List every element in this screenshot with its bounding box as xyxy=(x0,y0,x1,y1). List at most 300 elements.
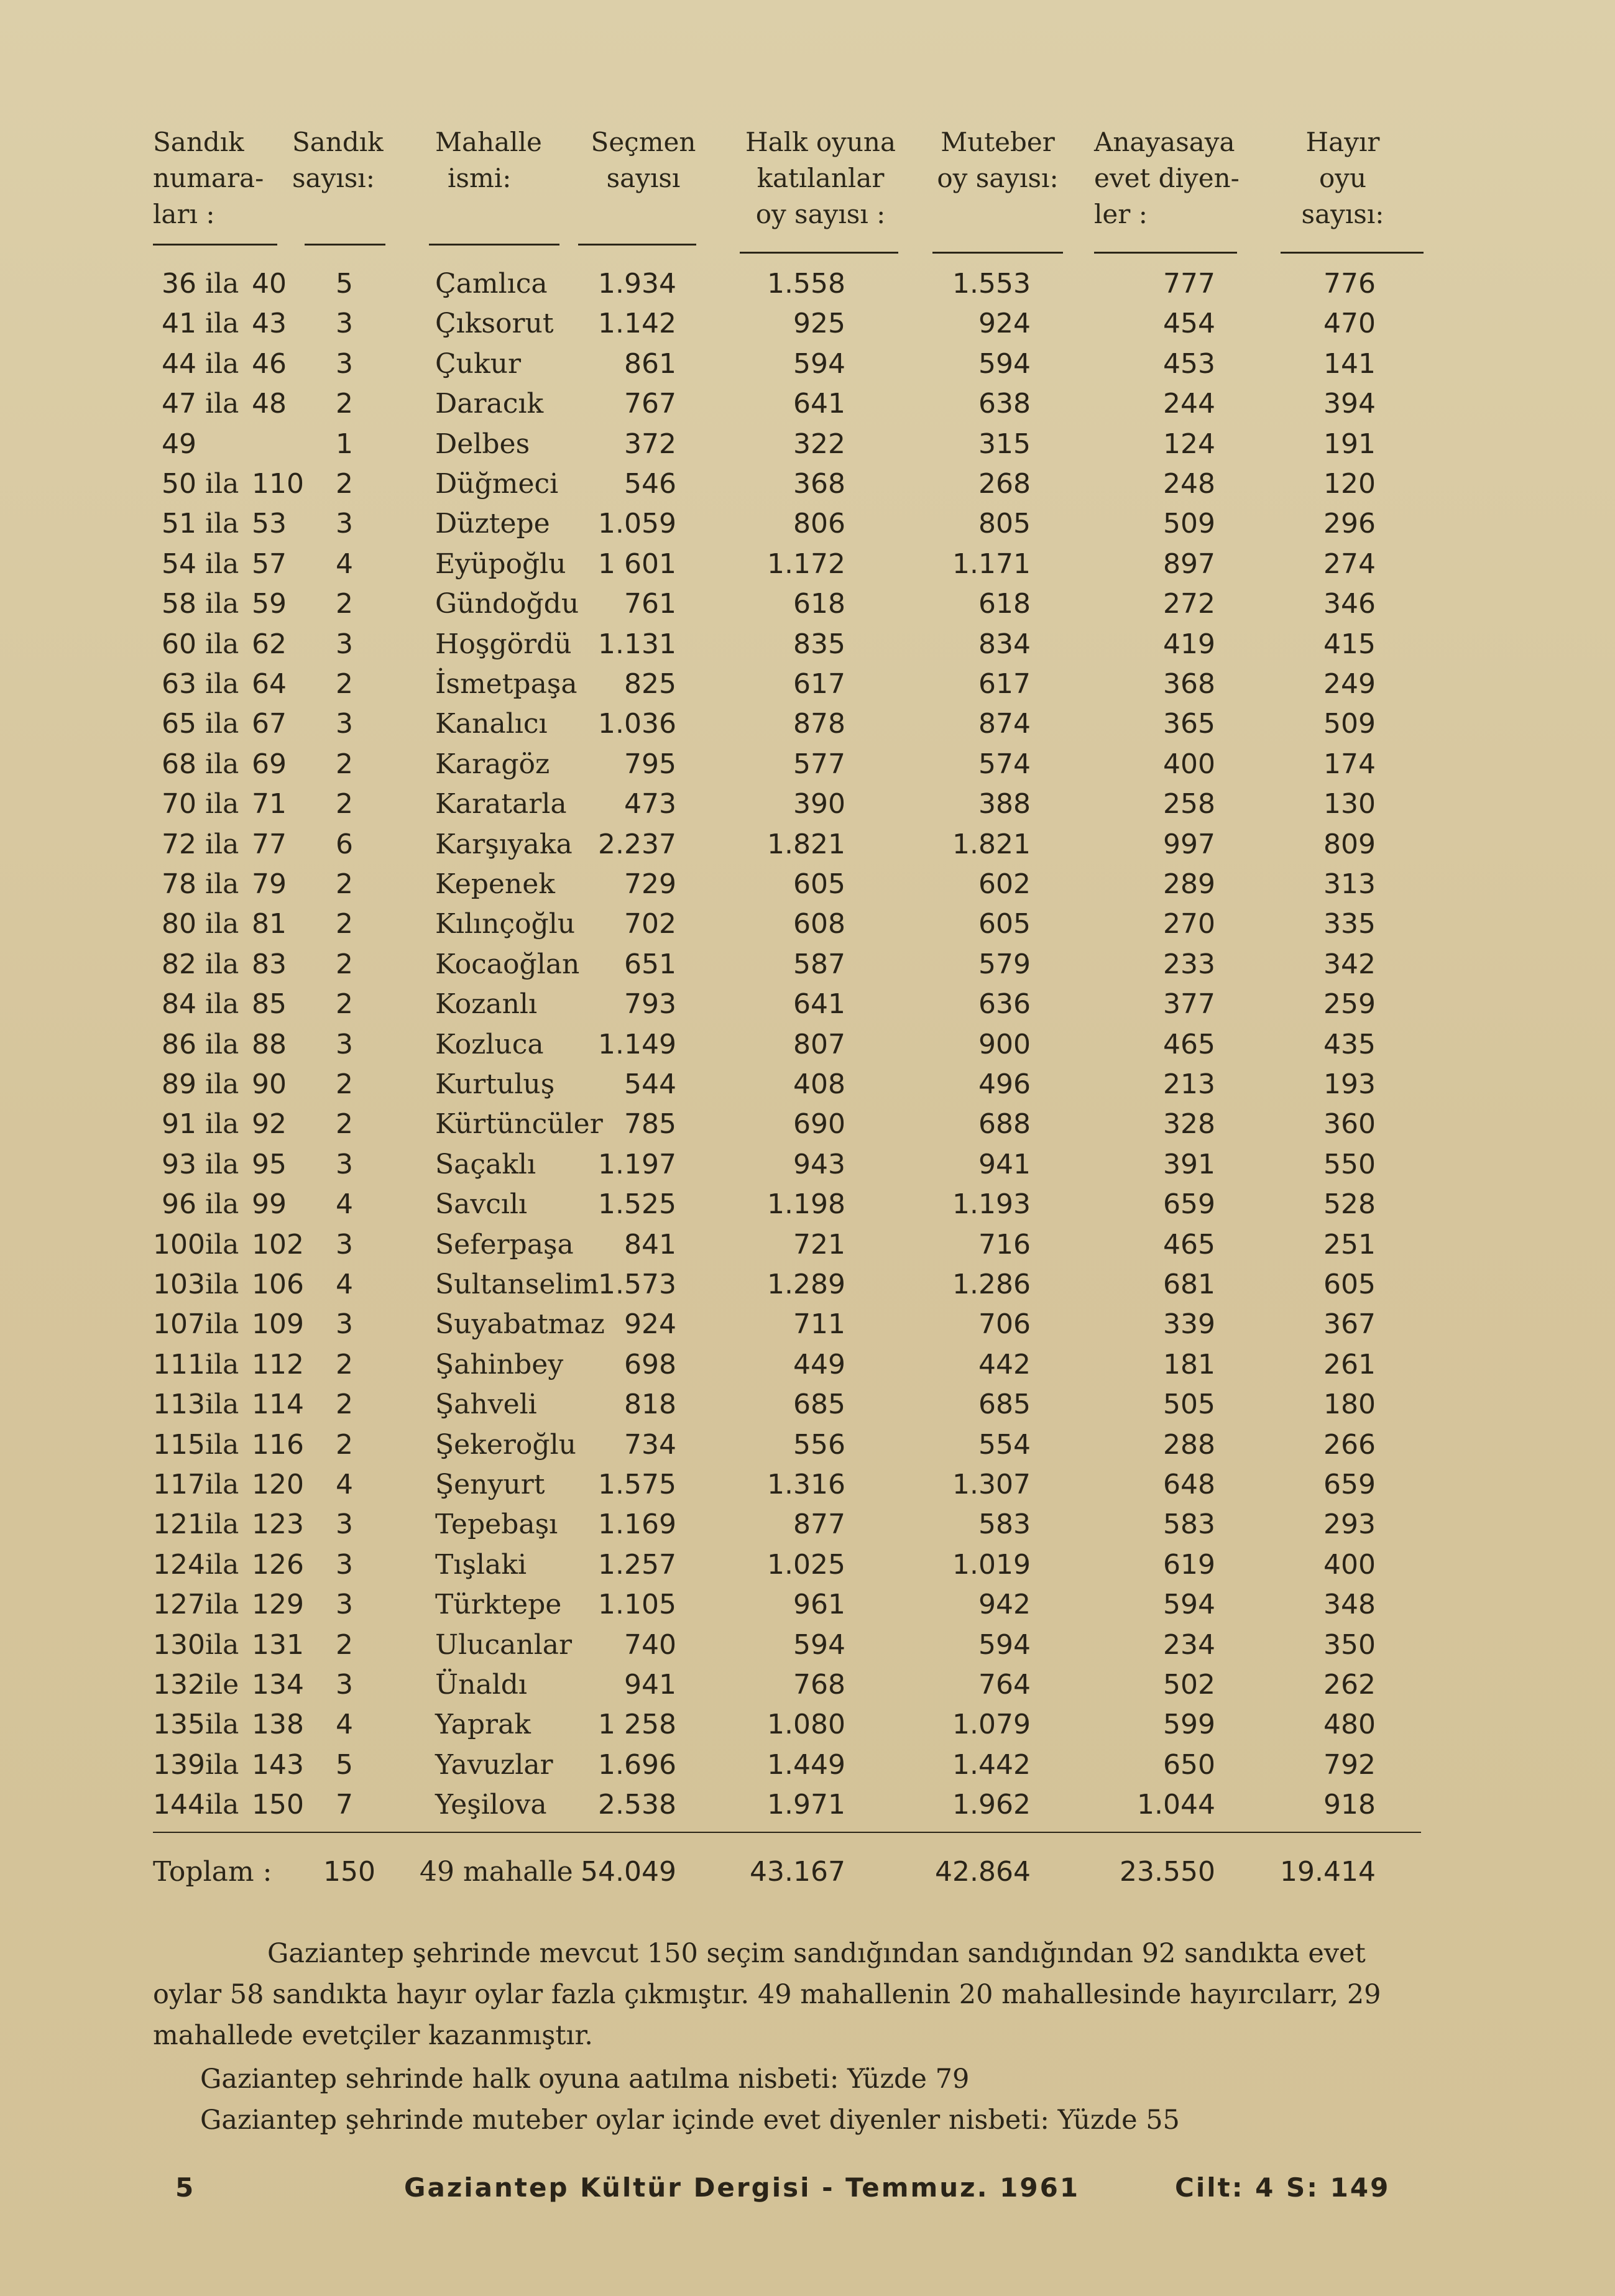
hayir-count: 193 xyxy=(1323,1068,1376,1100)
table-row xyxy=(0,384,1615,424)
header-underline xyxy=(429,244,559,246)
muteber-count: 900 xyxy=(978,1028,1031,1060)
sandik-sep: ila xyxy=(205,1789,239,1821)
katilan-count: 711 xyxy=(793,1308,845,1341)
sandik-from: 113 xyxy=(153,1389,205,1421)
sandik-from: 50 xyxy=(162,468,196,500)
sandik-count: 3 xyxy=(336,308,353,340)
header-line: sayısı: xyxy=(1301,199,1384,229)
sandik-to: 129 xyxy=(252,1589,304,1621)
page-number: 5 xyxy=(175,2172,196,2203)
sandik-sep: ila xyxy=(205,1628,239,1661)
sandik-count: 3 xyxy=(336,1508,353,1541)
sandik-count: 1 xyxy=(336,428,353,460)
muteber-count: 874 xyxy=(978,708,1031,740)
secmen-count: 1.131 xyxy=(598,628,676,660)
totals-count: 150 xyxy=(323,1856,375,1888)
summary-paragraph-line: Gaziantep şehrinde mevcut 150 seçim sandığından sandığından 92 sandıkta evet xyxy=(267,1938,1366,1969)
sandik-sep: ila xyxy=(205,1348,239,1380)
sandik-from: 107 xyxy=(153,1308,205,1341)
mahalle-name: Düğmeci xyxy=(435,468,559,500)
sandik-count: 4 xyxy=(336,1709,353,1741)
muteber-count: 583 xyxy=(978,1508,1031,1541)
katilan-count: 556 xyxy=(793,1428,845,1461)
katilan-count: 806 xyxy=(793,508,845,540)
header-line: Mahalle xyxy=(435,127,542,157)
secmen-count: 1.575 xyxy=(598,1469,676,1500)
secmen-count: 1.105 xyxy=(598,1589,676,1621)
evet-count: 509 xyxy=(1163,508,1215,540)
secmen-count: 1 258 xyxy=(598,1709,676,1741)
sandik-count: 3 xyxy=(336,708,353,740)
sandik-count: 2 xyxy=(336,588,353,620)
secmen-count: 546 xyxy=(624,468,676,500)
sandik-count: 2 xyxy=(336,388,353,420)
sandik-sep: ila xyxy=(205,1068,239,1100)
sandik-from: 49 xyxy=(162,428,196,460)
muteber-count: 554 xyxy=(978,1428,1031,1461)
table-row xyxy=(0,425,1615,464)
sandik-sep: ila xyxy=(205,668,239,700)
muteber-count: 602 xyxy=(978,868,1031,900)
secmen-count: 818 xyxy=(624,1389,676,1421)
evet-count: 328 xyxy=(1163,1108,1215,1141)
table-row xyxy=(0,1705,1615,1745)
sandik-to: 109 xyxy=(252,1308,304,1341)
hayir-count: 313 xyxy=(1323,868,1376,900)
hayir-count: 342 xyxy=(1323,948,1376,980)
secmen-count: 651 xyxy=(624,948,676,980)
katilan-count: 690 xyxy=(793,1108,845,1141)
sandik-sep: ila xyxy=(205,1589,239,1621)
header-line: katılanlar xyxy=(757,163,885,193)
hayir-count: 191 xyxy=(1323,428,1376,460)
muteber-count: 574 xyxy=(978,748,1031,780)
secmen-count: 825 xyxy=(624,668,676,700)
totals-divider xyxy=(153,1832,1421,1833)
hayir-count: 261 xyxy=(1323,1348,1376,1380)
muteber-count: 1.079 xyxy=(952,1709,1031,1741)
sandik-sep: ila xyxy=(205,1548,239,1581)
mahalle-name: Yaprak xyxy=(435,1709,531,1741)
katilan-count: 605 xyxy=(793,868,845,900)
sandik-from: 60 xyxy=(162,628,196,660)
mahalle-name: Ulucanlar xyxy=(435,1628,573,1661)
muteber-count: 594 xyxy=(978,347,1031,380)
hayir-count: 293 xyxy=(1323,1508,1376,1541)
sandik-sep: ila xyxy=(205,1428,239,1461)
katilan-count: 617 xyxy=(793,668,845,700)
sandik-count: 3 xyxy=(336,1548,353,1581)
mahalle-name: Şekeroğlu xyxy=(435,1428,576,1461)
muteber-count: 579 xyxy=(978,948,1031,980)
hayir-count: 509 xyxy=(1323,708,1376,740)
katilan-count: 685 xyxy=(793,1389,845,1421)
table-row xyxy=(0,1145,1615,1185)
mahalle-name: Kepenek xyxy=(435,868,555,900)
katilan-count: 1.198 xyxy=(767,1188,845,1221)
sandik-to: 46 xyxy=(252,347,287,380)
evet-count: 648 xyxy=(1163,1469,1215,1500)
evet-count: 659 xyxy=(1163,1188,1215,1221)
katilan-count: 768 xyxy=(793,1669,845,1701)
muteber-count: 496 xyxy=(978,1068,1031,1100)
sandik-from: 63 xyxy=(162,668,196,700)
muteber-count: 805 xyxy=(978,508,1031,540)
muteber-count: 1.171 xyxy=(952,548,1031,580)
sandik-sep: ila xyxy=(205,828,239,860)
secmen-count: 1.257 xyxy=(598,1548,676,1581)
totals-katilan: 43.167 xyxy=(750,1856,845,1888)
muteber-count: 1.193 xyxy=(952,1188,1031,1221)
mahalle-name: Çıksorut xyxy=(435,308,554,340)
table-row xyxy=(0,1265,1615,1305)
evet-count: 1.044 xyxy=(1137,1789,1215,1821)
sandik-from: 54 xyxy=(162,548,196,580)
muteber-count: 706 xyxy=(978,1308,1031,1341)
secmen-count: 1.059 xyxy=(598,508,676,540)
sandik-to: 90 xyxy=(252,1068,287,1100)
katilan-count: 721 xyxy=(793,1228,845,1261)
header-line: sayısı: xyxy=(292,163,375,193)
muteber-count: 716 xyxy=(978,1228,1031,1261)
sandik-to: 88 xyxy=(252,1028,287,1060)
evet-count: 505 xyxy=(1163,1389,1215,1421)
sandik-count: 2 xyxy=(336,788,353,820)
evet-count: 465 xyxy=(1163,1228,1215,1261)
header-secmen-sayisi xyxy=(578,124,709,196)
evet-count: 777 xyxy=(1163,268,1215,300)
sandik-count: 3 xyxy=(336,1308,353,1341)
sandik-count: 4 xyxy=(336,1188,353,1221)
evet-count: 897 xyxy=(1163,548,1215,580)
katilan-count: 807 xyxy=(793,1028,845,1060)
mahalle-name: Tışlaki xyxy=(435,1548,527,1581)
sandik-count: 2 xyxy=(336,988,353,1021)
sandik-sep: ila xyxy=(205,1148,239,1180)
sandik-count: 5 xyxy=(336,268,353,300)
table-row xyxy=(0,1385,1615,1425)
hayir-count: 350 xyxy=(1323,1628,1376,1661)
sandik-sep: ile xyxy=(205,1669,239,1701)
sandik-from: 44 xyxy=(162,347,196,380)
sandik-sep: ila xyxy=(205,1389,239,1421)
secmen-count: 841 xyxy=(624,1228,676,1261)
hayir-count: 528 xyxy=(1323,1188,1376,1221)
evet-count: 289 xyxy=(1163,868,1215,900)
table-row xyxy=(0,1505,1615,1545)
journal-title: Gaziantep Kültür Dergisi - Temmuz. 1961 xyxy=(404,2172,1080,2203)
sandik-to: 131 xyxy=(252,1628,304,1661)
sandik-to: 95 xyxy=(252,1148,287,1180)
header-line: Anayasaya xyxy=(1094,127,1235,157)
sandik-from: 84 xyxy=(162,988,196,1021)
muteber-count: 1.821 xyxy=(952,828,1031,860)
sandik-sep: ila xyxy=(205,1108,239,1141)
header-anayasaya-evet xyxy=(1094,124,1240,232)
evet-count: 339 xyxy=(1163,1308,1215,1341)
header-line: oy sayısı : xyxy=(755,199,886,229)
secmen-count: 1.169 xyxy=(598,1508,676,1541)
header-line: sayısı xyxy=(606,163,681,193)
evet-count: 453 xyxy=(1163,347,1215,380)
mahalle-name: Karşıyaka xyxy=(435,828,573,860)
table-row xyxy=(0,1025,1615,1065)
muteber-count: 1.019 xyxy=(952,1548,1031,1581)
sandik-from: 72 xyxy=(162,828,196,860)
mahalle-name: Kurtuluş xyxy=(435,1068,555,1100)
katilan-count: 877 xyxy=(793,1508,845,1541)
muteber-count: 834 xyxy=(978,628,1031,660)
table-row xyxy=(0,1545,1615,1585)
sandik-to: 62 xyxy=(252,628,287,660)
hayir-count: 174 xyxy=(1323,748,1376,780)
header-underline xyxy=(740,252,898,254)
secmen-count: 1.036 xyxy=(598,708,676,740)
evet-count: 248 xyxy=(1163,468,1215,500)
hayir-count: 335 xyxy=(1323,908,1376,940)
sandik-to: 48 xyxy=(252,388,287,420)
muteber-count: 764 xyxy=(978,1669,1031,1701)
sandik-to: 59 xyxy=(252,588,287,620)
secmen-count: 767 xyxy=(624,388,676,420)
table-row xyxy=(0,584,1615,624)
katilan-count: 1.289 xyxy=(767,1269,845,1300)
sandik-from: 36 xyxy=(162,268,196,300)
evet-count: 400 xyxy=(1163,748,1215,780)
evet-count: 599 xyxy=(1163,1709,1215,1741)
sandik-sep: ila xyxy=(205,1308,239,1341)
header-line: Sandık xyxy=(292,127,384,157)
katilan-count: 1.025 xyxy=(767,1548,845,1581)
sandik-to: 106 xyxy=(252,1269,304,1300)
evet-count: 270 xyxy=(1163,908,1215,940)
sandik-count: 5 xyxy=(336,1748,353,1781)
sandik-sep: ila xyxy=(205,868,239,900)
header-sandik-sayisi xyxy=(292,124,384,196)
hayir-count: 266 xyxy=(1323,1428,1376,1461)
table-row xyxy=(0,1065,1615,1104)
sandik-count: 2 xyxy=(336,1068,353,1100)
sandik-from: 96 xyxy=(162,1188,196,1221)
header-line: Muteber xyxy=(941,127,1055,157)
sandik-sep: ila xyxy=(205,588,239,620)
muteber-count: 1.307 xyxy=(952,1469,1031,1500)
sandik-from: 65 xyxy=(162,708,196,740)
sandik-to: 67 xyxy=(252,708,287,740)
sandik-to: 112 xyxy=(252,1348,304,1380)
sandik-from: 51 xyxy=(162,508,196,540)
hayir-count: 180 xyxy=(1323,1389,1376,1421)
hayir-count: 480 xyxy=(1323,1709,1376,1741)
header-sandik-numaralari xyxy=(153,124,264,232)
evet-count: 258 xyxy=(1163,788,1215,820)
sandik-from: 80 xyxy=(162,908,196,940)
sandik-to: 114 xyxy=(252,1389,304,1421)
sandik-from: 70 xyxy=(162,788,196,820)
hayir-count: 470 xyxy=(1323,308,1376,340)
mahalle-name: Tepebaşı xyxy=(435,1508,558,1541)
mahalle-name: Şahveli xyxy=(435,1389,537,1421)
sandik-to: 99 xyxy=(252,1188,287,1221)
sandik-sep: ila xyxy=(205,1228,239,1261)
sandik-to: 71 xyxy=(252,788,287,820)
header-line: ları : xyxy=(153,199,215,229)
evet-count: 619 xyxy=(1163,1548,1215,1581)
muteber-count: 942 xyxy=(978,1589,1031,1621)
secmen-count: 473 xyxy=(624,788,676,820)
secmen-count: 729 xyxy=(624,868,676,900)
katilan-count: 594 xyxy=(793,1628,845,1661)
mahalle-name: Türktepe xyxy=(435,1589,562,1621)
sandik-count: 3 xyxy=(336,628,353,660)
table-row xyxy=(0,1225,1615,1265)
secmen-count: 2.237 xyxy=(598,828,676,860)
secmen-count: 793 xyxy=(624,988,676,1021)
sandik-to: 79 xyxy=(252,868,287,900)
katilan-count: 618 xyxy=(793,588,845,620)
sandik-sep: ila xyxy=(205,268,239,300)
table-row xyxy=(0,985,1615,1024)
table-row xyxy=(0,1104,1615,1144)
table-row xyxy=(0,304,1615,344)
totals-label: Toplam : xyxy=(153,1856,272,1888)
sandik-count: 7 xyxy=(336,1789,353,1821)
sandik-sep: ila xyxy=(205,548,239,580)
header-line: Hayır oyu xyxy=(1305,127,1380,193)
sandik-count: 2 xyxy=(336,868,353,900)
mahalle-name: Gündoğdu xyxy=(435,588,579,620)
sandik-count: 2 xyxy=(336,1108,353,1141)
evet-count: 233 xyxy=(1163,948,1215,980)
sandik-sep: ila xyxy=(205,308,239,340)
secmen-count: 1.573 xyxy=(598,1269,676,1300)
hayir-count: 274 xyxy=(1323,548,1376,580)
hayir-count: 809 xyxy=(1323,828,1376,860)
muteber-count: 688 xyxy=(978,1108,1031,1141)
evet-count: 650 xyxy=(1163,1748,1215,1781)
totals-hayir: 19.414 xyxy=(1280,1856,1376,1888)
katilan-count: 449 xyxy=(793,1348,845,1380)
header-line: oy sayısı: xyxy=(937,163,1059,193)
secmen-count: 702 xyxy=(624,908,676,940)
sandik-sep: ila xyxy=(205,1028,239,1060)
sandik-sep: ila xyxy=(205,948,239,980)
sandik-from: 115 xyxy=(153,1428,205,1461)
table-row xyxy=(0,504,1615,544)
sandik-from: 144 xyxy=(153,1789,205,1821)
sandik-sep: ila xyxy=(205,388,239,420)
katilan-count: 594 xyxy=(793,347,845,380)
mahalle-name: Çukur xyxy=(435,347,522,380)
sandik-sep: ila xyxy=(205,708,239,740)
sandik-count: 3 xyxy=(336,1028,353,1060)
muteber-count: 924 xyxy=(978,308,1031,340)
table-row xyxy=(0,544,1615,584)
sandik-sep: ila xyxy=(205,468,239,500)
hayir-count: 605 xyxy=(1323,1269,1376,1300)
evet-count: 465 xyxy=(1163,1028,1215,1060)
sandik-count: 3 xyxy=(336,1589,353,1621)
sandik-sep: ila xyxy=(205,908,239,940)
muteber-count: 618 xyxy=(978,588,1031,620)
sandik-sep: ila xyxy=(205,748,239,780)
hayir-count: 367 xyxy=(1323,1308,1376,1341)
muteber-count: 941 xyxy=(978,1148,1031,1180)
sandik-count: 2 xyxy=(336,1348,353,1380)
muteber-count: 685 xyxy=(978,1389,1031,1421)
muteber-count: 1.553 xyxy=(952,268,1031,300)
sandik-from: 135 xyxy=(153,1709,205,1741)
secmen-count: 1 601 xyxy=(598,548,676,580)
sandik-to: 64 xyxy=(252,668,287,700)
muteber-count: 315 xyxy=(978,428,1031,460)
mahalle-name: Karatarla xyxy=(435,788,567,820)
table-row xyxy=(0,865,1615,904)
hayir-count: 360 xyxy=(1323,1108,1376,1141)
sandik-from: 100 xyxy=(153,1228,205,1261)
sandik-to: 123 xyxy=(252,1508,304,1541)
secmen-count: 1.934 xyxy=(598,268,676,300)
sandik-count: 2 xyxy=(336,468,353,500)
table-row xyxy=(0,945,1615,985)
totals-evet: 23.550 xyxy=(1120,1856,1215,1888)
sandik-to: 81 xyxy=(252,908,287,940)
evet-count: 377 xyxy=(1163,988,1215,1021)
sandik-sep: ila xyxy=(205,1188,239,1221)
secmen-count: 785 xyxy=(624,1108,676,1141)
sandik-to: 102 xyxy=(252,1228,304,1261)
mahalle-name: Kanalıcı xyxy=(435,708,548,740)
totals-secmen: 54.049 xyxy=(581,1856,676,1888)
sandik-to: 40 xyxy=(252,268,287,300)
katilan-count: 587 xyxy=(793,948,845,980)
sandik-to: 85 xyxy=(252,988,287,1021)
mahalle-name: Saçaklı xyxy=(435,1148,536,1180)
sandik-from: 127 xyxy=(153,1589,205,1621)
header-underline xyxy=(932,252,1063,254)
sandik-from: 111 xyxy=(153,1348,205,1380)
sandik-count: 3 xyxy=(336,1669,353,1701)
katilan-count: 835 xyxy=(793,628,845,660)
mahalle-name: Eyüpoğlu xyxy=(435,548,566,580)
sandik-count: 6 xyxy=(336,828,353,860)
mahalle-name: Düztepe xyxy=(435,508,550,540)
participation-ratio: Gaziantep sehrinde halk oyuna aatılma nisbeti: Yüzde 79 xyxy=(200,2064,970,2095)
header-halkoyuna-katilanlar xyxy=(740,124,901,232)
table-row xyxy=(0,1425,1615,1465)
table-row xyxy=(0,1185,1615,1224)
secmen-count: 861 xyxy=(624,347,676,380)
secmen-count: 734 xyxy=(624,1428,676,1461)
mahalle-name: Kozanlı xyxy=(435,988,538,1021)
table-row xyxy=(0,704,1615,744)
mahalle-name: İsmetpaşa xyxy=(435,668,577,700)
katilan-count: 1.971 xyxy=(767,1789,845,1821)
sandik-to: 120 xyxy=(252,1469,304,1500)
sandik-count: 2 xyxy=(336,1428,353,1461)
sandik-count: 4 xyxy=(336,548,353,580)
evet-count: 213 xyxy=(1163,1068,1215,1100)
mahalle-name: Şenyurt xyxy=(435,1469,545,1500)
sandik-count: 3 xyxy=(336,1148,353,1180)
header-mahalle-ismi xyxy=(435,124,542,196)
table-row xyxy=(0,1785,1615,1825)
hayir-count: 120 xyxy=(1323,468,1376,500)
table-row xyxy=(0,1745,1615,1785)
sandik-sep: ila xyxy=(205,788,239,820)
sandik-from: 68 xyxy=(162,748,196,780)
